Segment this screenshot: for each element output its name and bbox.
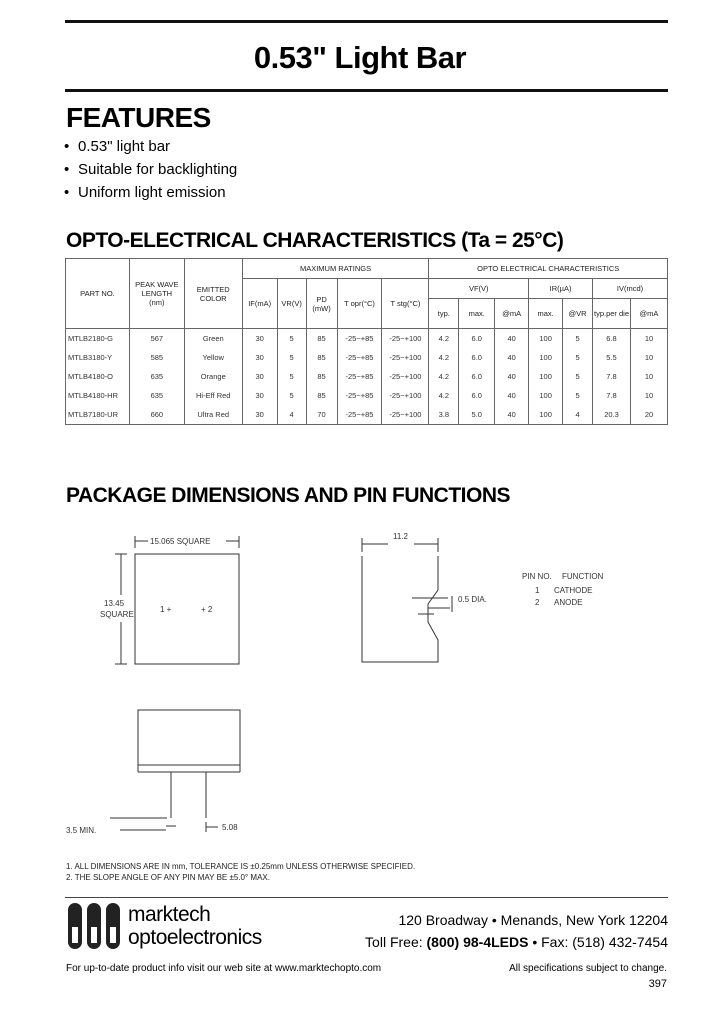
spec-cell: -25~+100 [382,405,429,425]
spec-cell: 5.0 [459,405,495,425]
spec-cell: 5 [563,367,593,386]
spec-cell: 5 [563,348,593,367]
company-phone: Toll Free: (800) 98-4LEDS • Fax: (518) 432-7454 [365,934,668,950]
spec-cell: 7.8 [593,367,631,386]
package-heading: PACKAGE DIMENSIONS AND PIN FUNCTIONS [66,484,511,507]
spec-cell: MTLB2180-G [66,329,130,349]
spec-cell: 4.2 [429,329,459,349]
spec-cell: 6.0 [459,386,495,405]
spec-cell: 635 [129,386,184,405]
header-topr: T opr(°C) [337,279,382,329]
spec-cell: -25~+85 [337,386,382,405]
header-peak-wave: PEAK WAVE LENGTH (nm) [129,259,184,329]
subheader: typ.per die [593,299,631,329]
pin-table-header: FUNCTION [562,572,604,581]
spec-cell: 5 [277,386,306,405]
footer-disclaimer: All specifications subject to change. [509,963,667,974]
feature-item: • Uniform light emission [64,184,226,201]
spec-cell: 40 [495,348,529,367]
bottom-view-body [138,710,240,765]
pin-table-header: PIN NO. [522,572,552,581]
header-ir: IR(µA) [529,279,593,299]
note-item: 1. ALL DIMENSIONS ARE IN mm, TOLERANCE IS ±0.25mm UNLESS OTHERWISE SPECIFIED. [66,862,416,871]
subheader: typ. [429,299,459,329]
spec-cell: -25~+100 [382,348,429,367]
dim-pitch: 5.08 [222,823,238,832]
subheader: max. [529,299,563,329]
spec-cell: 100 [529,386,563,405]
title-rule [65,89,668,92]
spec-cell: 100 [529,348,563,367]
spec-cell: MTLB7180-UR [66,405,130,425]
header-iv: IV(mcd) [593,279,668,299]
spec-cell: 100 [529,329,563,349]
spec-cell: -25~+85 [337,367,382,386]
pin-label: + 2 [201,605,213,614]
spec-cell: 635 [129,367,184,386]
note-item: 2. THE SLOPE ANGLE OF ANY PIN MAY BE ±5.0° MAX. [66,873,270,882]
spec-cell: 30 [242,329,277,349]
spec-cell: 4.2 [429,367,459,386]
spec-table [65,258,668,425]
spec-cell: -25~+85 [337,329,382,349]
spec-cell: 30 [242,348,277,367]
spec-cell: 40 [495,367,529,386]
spec-row [66,386,668,405]
spec-cell: 70 [306,405,337,425]
header-opto-char: OPTO ELECTRICAL CHARACTERISTICS [429,259,668,279]
spec-cell: 3.8 [429,405,459,425]
spec-row [66,405,668,425]
spec-cell: 100 [529,405,563,425]
spec-cell: 85 [306,329,337,349]
spec-cell: 5.5 [593,348,631,367]
spec-cell: 6.0 [459,367,495,386]
spec-cell: 10 [630,367,667,386]
spec-cell: 20 [630,405,667,425]
spec-cell: 4 [563,405,593,425]
spec-cell: 85 [306,348,337,367]
spec-cell: Yellow [184,348,242,367]
spec-cell: 6.0 [459,348,495,367]
spec-cell: Ultra Red [184,405,242,425]
spec-cell: 6.0 [459,329,495,349]
spec-cell: 4.2 [429,348,459,367]
side-view-body [362,556,438,662]
spec-cell: 20.3 [593,405,631,425]
front-view-body [135,554,239,664]
pin-function: CATHODE [554,586,593,595]
spec-cell: 5 [563,329,593,349]
spec-cell: -25~+100 [382,386,429,405]
spec-cell: Hi-Eff Red [184,386,242,405]
spec-cell: 30 [242,386,277,405]
feature-item: • 0.53" light bar [64,138,171,155]
spec-table-body [66,329,668,425]
notes [66,861,415,883]
spec-cell: 40 [495,386,529,405]
spec-cell: 30 [242,367,277,386]
subheader: @mA [495,299,529,329]
spec-cell: 85 [306,367,337,386]
feature-item: • Suitable for backlighting [64,161,238,178]
spec-cell: 7.8 [593,386,631,405]
page-number: 397 [648,978,667,990]
spec-row [66,348,668,367]
pin-label: 1 + [160,605,172,614]
spec-cell: 6.8 [593,329,631,349]
spec-row [66,329,668,349]
spec-cell: MTLB4180-HR [66,386,130,405]
dim-pin-min: 3.5 MIN. [66,826,97,835]
spec-cell: 40 [495,329,529,349]
company-contact [365,909,668,953]
spec-cell: 10 [630,386,667,405]
dim-side-width: 11.2 [393,532,408,541]
spec-cell: 10 [630,329,667,349]
spec-cell: 585 [129,348,184,367]
pin-no: 1 [535,586,540,595]
footer-website: For up-to-date product info visit our web site at www.marktechopto.com [66,963,382,974]
dim-pin-dia: 0.5 DIA. [458,595,487,604]
pin-function: ANODE [554,598,583,607]
spec-cell: MTLB4180-O [66,367,130,386]
spec-cell: 5 [277,329,306,349]
subheader: max. [459,299,495,329]
header-tstg: T stg(°C) [382,279,429,329]
dim-square-height: 13.45 [104,599,125,608]
spec-cell: MTLB3180-Y [66,348,130,367]
spec-cell: 5 [277,348,306,367]
spec-cell: 4.2 [429,386,459,405]
spec-cell: Green [184,329,242,349]
dim-square-height: SQUARE [100,610,134,619]
dim-square-width: 15.065 SQUARE [150,537,211,546]
header-vf: VF(V) [429,279,529,299]
pin-no: 2 [535,598,540,607]
marktech-logo-icon [66,903,122,949]
top-rule [65,20,668,23]
footer-rule [65,897,668,898]
header-vr: VR(V) [277,279,306,329]
spec-cell: 10 [630,348,667,367]
spec-cell: 567 [129,329,184,349]
features-heading: FEATURES [66,102,211,133]
header-part-no: PART NO. [66,259,130,329]
spec-cell: -25~+100 [382,367,429,386]
spec-cell: -25~+85 [337,405,382,425]
header-if: IF(mA) [242,279,277,329]
spec-cell: Orange [184,367,242,386]
spec-cell: 5 [563,386,593,405]
header-pd: PD (mW) [306,279,337,329]
spec-cell: 40 [495,405,529,425]
company-address: 120 Broadway • Menands, New York 12204 [398,912,668,928]
header-emitted-color: EMITTED COLOR [184,259,242,329]
company-name: marktech optoelectronics [128,903,262,949]
page-title: 0.53" Light Bar [253,40,467,75]
spec-cell: 4 [277,405,306,425]
subheader: @mA [630,299,667,329]
spec-cell: 100 [529,367,563,386]
spec-cell: 30 [242,405,277,425]
spec-cell: 85 [306,386,337,405]
spec-cell: -25~+85 [337,348,382,367]
spec-cell: -25~+100 [382,329,429,349]
spec-cell: 660 [129,405,184,425]
subheader: @VR [563,299,593,329]
spec-row [66,367,668,386]
opto-heading: OPTO-ELECTRICAL CHARACTERISTICS (Ta = 25°C) [66,229,564,252]
spec-cell: 5 [277,367,306,386]
header-maximum-ratings: MAXIMUM RATINGS [242,259,429,279]
